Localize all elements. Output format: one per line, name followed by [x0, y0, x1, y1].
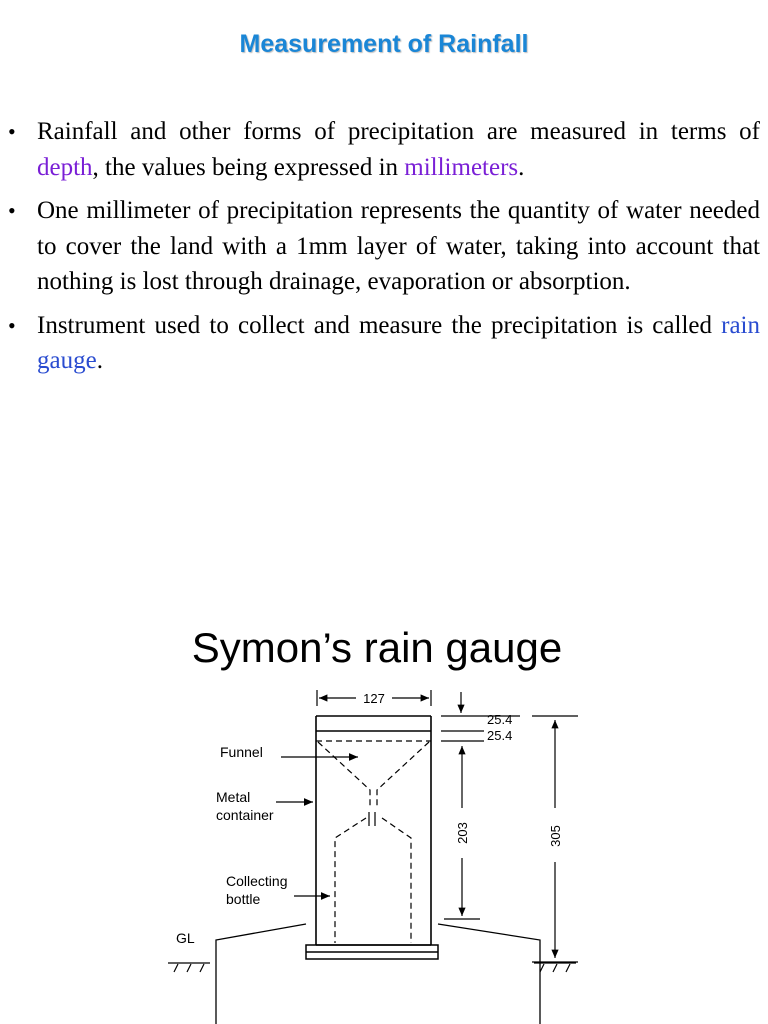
dimension-top1: 25.4	[487, 712, 513, 727]
bullet-text: Instrument used to collect and measure the precipitation is called	[37, 311, 722, 339]
label-metal-line2: container	[216, 807, 274, 823]
label-funnel: Funnel	[220, 744, 263, 760]
dimension-top2: 25.4	[487, 728, 513, 743]
label-collecting-line2: bottle	[226, 891, 261, 907]
base-plate	[306, 945, 438, 959]
dimension-width: 127	[363, 691, 385, 706]
bullet-text: One millimeter of precipitation represents the quantity of water needed to cover the land with a 1mm layer of water, taking into account that nothing is lost through drainage, evaporation or absorption.	[37, 197, 760, 295]
highlight-millimeters: millimeters	[404, 153, 519, 181]
gauge-title: Symon’s rain gauge	[191, 624, 563, 671]
funnel	[316, 741, 431, 806]
bullet-text: Rainfall and other forms of precipitation are measured in terms of	[37, 118, 760, 145]
ground-lines	[168, 924, 576, 1024]
label-arrows	[276, 757, 358, 896]
bullet-marker: •	[8, 198, 16, 223]
label-collecting-line1: Collecting	[226, 873, 288, 889]
bullet-marker: •	[8, 119, 16, 144]
dimension-container: 203	[455, 822, 470, 844]
dimension-total: 305	[548, 825, 563, 847]
collecting-bottle	[335, 812, 411, 943]
ground-hatch	[174, 964, 570, 972]
bullet-text: .	[96, 347, 103, 374]
bullet-text: , the values being expressed in	[92, 153, 405, 181]
page-title: Measurement of Rainfall	[239, 30, 529, 58]
metal-container	[316, 716, 431, 945]
highlight-rain-gauge: rain gauge	[37, 311, 760, 374]
bullet-text: .	[518, 153, 525, 181]
bullet-marker: •	[8, 312, 16, 338]
highlight-depth: depth	[37, 153, 93, 181]
label-ground-level: GL	[176, 930, 195, 946]
label-metal-line1: Metal	[216, 789, 251, 805]
